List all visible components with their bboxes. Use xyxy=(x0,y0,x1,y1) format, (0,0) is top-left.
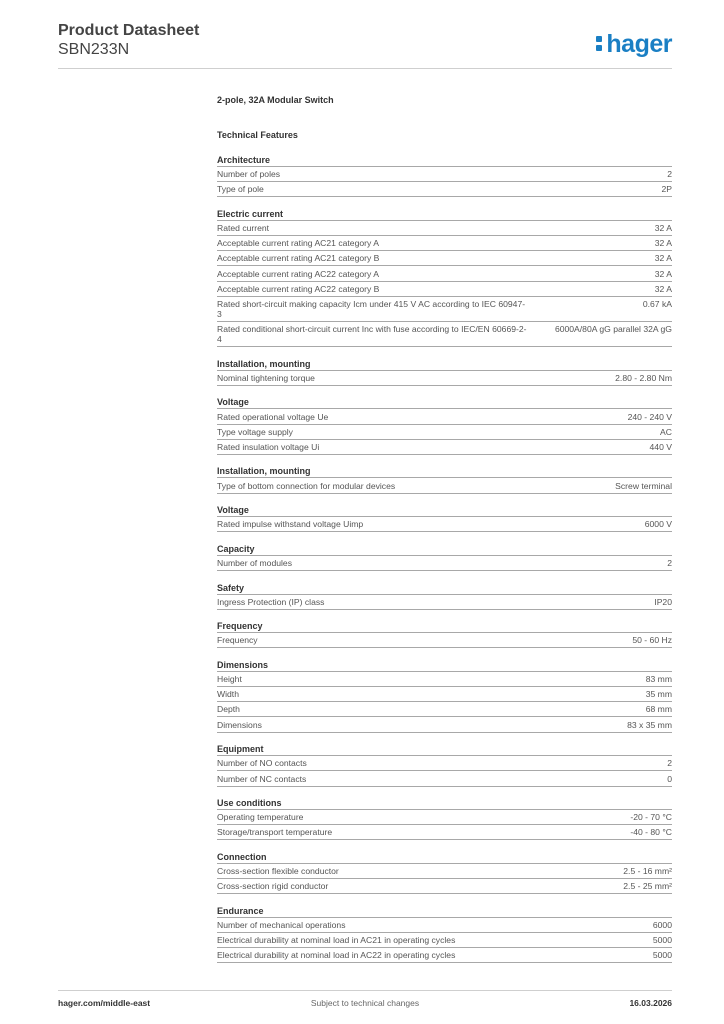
feature-value: 2P xyxy=(661,184,672,195)
feature-label: Rated short-circuit making capacity Icm under 415 V AC according to IEC 60947-3 xyxy=(217,299,526,319)
datasheet-content xyxy=(217,94,672,974)
feature-section xyxy=(217,659,672,733)
feature-row xyxy=(217,717,672,732)
feature-section xyxy=(217,154,672,197)
feature-label: Ingress Protection (IP) class xyxy=(217,596,325,607)
section-title: Electric current xyxy=(217,208,672,221)
feature-row xyxy=(217,702,672,717)
feature-section xyxy=(217,504,672,532)
feature-value: 2 xyxy=(667,558,672,568)
feature-value: 6000 xyxy=(652,919,672,930)
section-title: Equipment xyxy=(217,743,672,756)
feature-value: 32 A xyxy=(654,268,672,279)
feature-row xyxy=(217,918,672,933)
feature-label: Height xyxy=(217,674,242,685)
feature-section xyxy=(217,465,672,493)
feature-row xyxy=(217,595,672,610)
feature-row xyxy=(217,687,672,702)
hager-logo xyxy=(596,30,672,59)
section-title: Installation, mounting xyxy=(217,465,672,478)
feature-label: Type voltage supply xyxy=(217,426,293,437)
feature-value: 32 A xyxy=(654,283,672,294)
feature-value: 35 mm xyxy=(645,689,672,700)
feature-section xyxy=(217,543,672,571)
feature-value: 2.5 - 25 mm² xyxy=(623,881,672,892)
feature-sections xyxy=(217,154,672,963)
feature-label: Operating temperature xyxy=(217,812,304,823)
feature-row xyxy=(217,825,672,840)
feature-row xyxy=(217,556,672,571)
feature-row xyxy=(217,371,672,386)
feature-row xyxy=(217,879,672,894)
feature-row xyxy=(217,633,672,648)
page-footer xyxy=(58,998,672,1010)
feature-label: Depth xyxy=(217,704,240,715)
feature-label: Cross-section rigid conductor xyxy=(217,881,329,892)
feature-value: -20 - 70 °C xyxy=(630,812,672,823)
feature-value: 32 A xyxy=(654,253,672,264)
feature-section xyxy=(217,743,672,786)
feature-value: 0.67 kA xyxy=(642,299,672,309)
feature-value: 5000 xyxy=(652,935,672,946)
feature-value: 32 A xyxy=(654,223,672,234)
feature-section xyxy=(217,905,672,964)
feature-value: 32 A xyxy=(654,238,672,249)
feature-row xyxy=(217,478,672,493)
feature-label: Rated impulse withstand voltage Uimp xyxy=(217,519,364,530)
feature-label: Storage/transport temperature xyxy=(217,827,333,838)
feature-label: Rated current xyxy=(217,223,270,234)
section-title: Capacity xyxy=(217,543,672,556)
feature-row xyxy=(217,864,672,879)
feature-row xyxy=(217,167,672,182)
feature-label: Acceptable current rating AC21 category B xyxy=(217,253,380,264)
feature-value: 6000 V xyxy=(644,519,672,530)
feature-label: Acceptable current rating AC22 category B xyxy=(217,283,380,294)
feature-row xyxy=(217,322,672,347)
section-title: Voltage xyxy=(217,504,672,517)
feature-label: Type of bottom connection for modular devices xyxy=(217,480,396,491)
footer-notice: Subject to technical changes xyxy=(310,998,420,1008)
feature-row xyxy=(217,297,672,322)
feature-label: Electrical durability at nominal load in AC21 in operating cycles xyxy=(217,935,456,946)
features-heading: Technical Features xyxy=(217,130,298,140)
feature-row xyxy=(217,440,672,455)
feature-row xyxy=(217,282,672,297)
feature-value: 2.80 - 2.80 Nm xyxy=(615,372,672,383)
feature-value: IP20 xyxy=(654,596,672,607)
section-title: Use conditions xyxy=(217,797,672,810)
section-title: Endurance xyxy=(217,905,672,918)
feature-value: 50 - 60 Hz xyxy=(632,635,672,646)
product-code: SBN233N xyxy=(58,41,130,58)
section-title: Architecture xyxy=(217,154,672,167)
feature-row xyxy=(217,236,672,251)
feature-label: Acceptable current rating AC21 category A xyxy=(217,238,379,249)
section-title: Voltage xyxy=(217,396,672,409)
feature-row xyxy=(217,933,672,948)
footer-date: 16.03.2026 xyxy=(629,998,672,1008)
section-title: Frequency xyxy=(217,620,672,633)
feature-label: Electrical durability at nominal load in AC22 in operating cycles xyxy=(217,950,456,961)
feature-value: 6000A/80A gG parallel 32A gG xyxy=(554,324,672,335)
feature-value: 2 xyxy=(667,758,672,769)
feature-label: Rated conditional short-circuit current Inc with fuse according to IEC/EN 60669-2-4 xyxy=(217,324,527,345)
feature-label: Rated insulation voltage Ui xyxy=(217,441,320,452)
footer-website: hager.com/middle-east xyxy=(58,998,151,1008)
feature-section xyxy=(217,396,672,455)
feature-value: 5000 xyxy=(652,950,672,961)
feature-value: 2 xyxy=(667,169,672,180)
feature-row xyxy=(217,409,672,424)
logo-text: hager xyxy=(606,30,672,58)
feature-row xyxy=(217,221,672,236)
feature-label: Frequency xyxy=(217,635,258,646)
feature-value: 0 xyxy=(667,773,672,784)
feature-section xyxy=(217,620,672,648)
feature-value: 83 x 35 mm xyxy=(627,719,672,730)
feature-row xyxy=(217,182,672,197)
product-name: 2-pole, 32A Modular Switch xyxy=(217,95,334,105)
section-title: Installation, mounting xyxy=(217,358,672,371)
section-title: Dimensions xyxy=(217,659,672,672)
feature-section xyxy=(217,851,672,894)
feature-row xyxy=(217,810,672,825)
logo-colon-icon xyxy=(596,33,604,53)
feature-section xyxy=(217,208,672,347)
feature-row xyxy=(217,771,672,786)
feature-row xyxy=(217,672,672,687)
feature-row xyxy=(217,517,672,532)
feature-label: Cross-section flexible conductor xyxy=(217,866,339,877)
feature-value: -40 - 80 °C xyxy=(630,827,672,838)
feature-label: Nominal tightening torque xyxy=(217,372,315,383)
feature-value: Screw terminal xyxy=(615,480,672,491)
feature-value: 2.5 - 16 mm² xyxy=(623,866,672,877)
feature-label: Number of NO contacts xyxy=(217,758,307,769)
feature-section xyxy=(217,797,672,840)
feature-value: 440 V xyxy=(649,441,672,452)
feature-label: Type of pole xyxy=(217,184,264,195)
feature-label: Acceptable current rating AC22 category A xyxy=(217,268,379,279)
feature-value: AC xyxy=(660,426,672,437)
feature-label: Rated operational voltage Ue xyxy=(217,411,329,422)
page-header xyxy=(58,22,672,68)
feature-value: 83 mm xyxy=(645,674,672,685)
footer-divider xyxy=(58,990,672,991)
header-divider xyxy=(58,68,672,69)
feature-section xyxy=(217,358,672,386)
document-title: Product Datasheet xyxy=(58,22,200,39)
feature-label: Number of mechanical operations xyxy=(217,919,346,930)
feature-row xyxy=(217,266,672,281)
section-title: Safety xyxy=(217,582,672,595)
feature-label: Width xyxy=(217,689,239,700)
feature-row xyxy=(217,756,672,771)
feature-row xyxy=(217,948,672,963)
feature-value: 240 - 240 V xyxy=(627,411,672,422)
feature-label: Number of modules xyxy=(217,558,292,568)
feature-value: 68 mm xyxy=(645,704,672,715)
feature-row xyxy=(217,425,672,440)
feature-label: Number of poles xyxy=(217,169,281,180)
feature-label: Dimensions xyxy=(217,719,262,730)
feature-section xyxy=(217,582,672,610)
section-title: Connection xyxy=(217,851,672,864)
feature-label: Number of NC contacts xyxy=(217,773,307,784)
feature-row xyxy=(217,251,672,266)
